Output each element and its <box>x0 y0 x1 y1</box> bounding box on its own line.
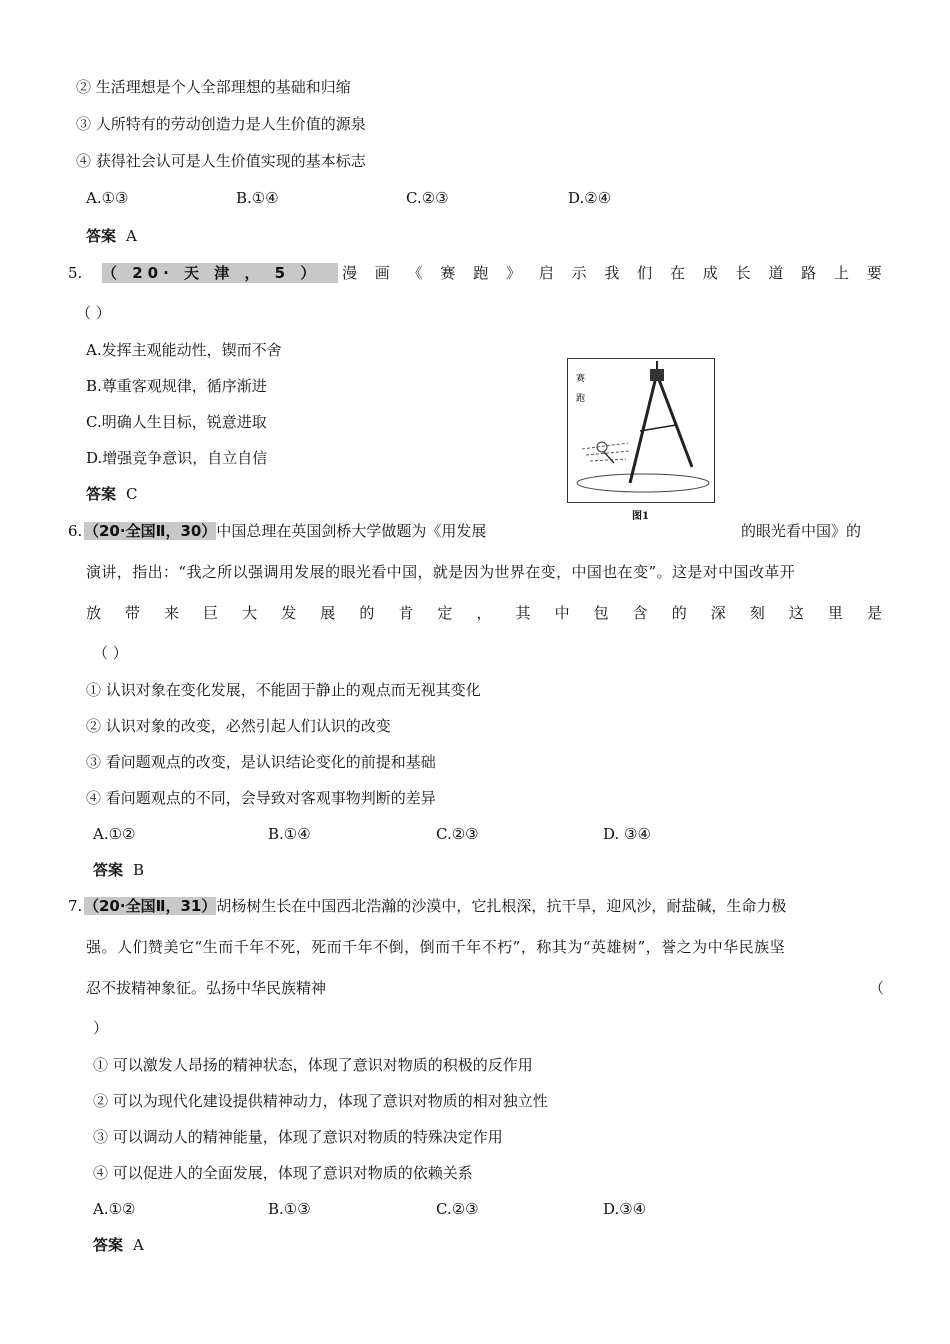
q7-option-d: D.③④ <box>603 1200 647 1218</box>
q5-option-b: B.尊重客观规律，循序渐进 <box>86 377 267 395</box>
q6-line2: 演讲，指出：“我之所以强调用发展的眼光看中国，就是因为世界在变，中国也在变”。这是对中国改革开 <box>86 563 796 581</box>
q7-line1: 胡杨树生长在中国西北浩瀚的沙漠中，它扎根深，抗干旱，迎风沙，耐盐碱，生命力极 <box>216 897 787 915</box>
figure-title-char-1: 赛 <box>576 374 586 384</box>
q7-first-line <box>84 896 786 916</box>
q6-line3-char: 含 <box>632 604 648 622</box>
q6-line3-char: 深 <box>710 604 726 622</box>
q5-stem-char: 赛 <box>440 264 456 282</box>
q6-line3-char: 的 <box>359 604 375 622</box>
figure-caption: 图1 <box>632 511 649 522</box>
q5-stem-char: 我 <box>604 264 620 282</box>
q6-line3-char: 发 <box>281 604 297 622</box>
q7-number: 7. <box>68 897 83 915</box>
q5-number: 5. <box>68 264 83 282</box>
q6-line3-char: 里 <box>827 604 843 622</box>
q5-stem-char: 上 <box>833 264 849 282</box>
q6-line3-char: 肯 <box>398 604 414 622</box>
q7-option-c: C.②③ <box>436 1200 479 1218</box>
q7-answer-value: A <box>133 1236 144 1254</box>
q6-line3-char: 是 <box>866 604 882 622</box>
q5-stem-char: 》 <box>505 264 521 282</box>
q5-option-a: A.发挥主观能动性，锲而不舍 <box>86 341 282 359</box>
q7-paren-open: （ <box>869 979 885 997</box>
q6-first-line <box>84 521 486 541</box>
q6-statement-2: ② 认识对象的改变，必然引起人们认识的改变 <box>86 717 391 735</box>
q6-line3-char: 放 <box>86 604 102 622</box>
q7-paren-close: ） <box>93 1019 109 1037</box>
q4-statement-3: ③ 人所特有的劳动创造力是人生价值的源泉 <box>76 115 366 133</box>
q6-line3-char: ， <box>476 604 492 622</box>
q6-answer-label: 答案 <box>93 861 124 879</box>
q6-line3-char: 带 <box>125 604 141 622</box>
q5-option-d: D.增强竞争意识，自立自信 <box>86 449 268 467</box>
compass-leg-right <box>658 377 692 467</box>
q4-answer-value: A <box>126 227 137 245</box>
q6-line3-char: 来 <box>164 604 180 622</box>
q7-option-a: A.①② <box>93 1200 136 1218</box>
q4-option-d: D.②④ <box>568 189 612 207</box>
compass-drawing <box>568 359 714 502</box>
q6-option-b: B.①④ <box>268 825 311 843</box>
q6-line3-char: 定 <box>437 604 453 622</box>
q5-stem-char: 启 <box>538 264 554 282</box>
q5-answer <box>86 484 138 504</box>
q6-statement-3: ③ 看问题观点的改变，是认识结论变化的前提和基础 <box>86 753 436 771</box>
q5-stem-char: 《 <box>407 264 423 282</box>
q5-option-c: C.明确人生目标，锐意进取 <box>86 413 267 431</box>
q6-line3-char: 这 <box>788 604 804 622</box>
q6-line3-char: 大 <box>242 604 258 622</box>
race-cartoon-figure <box>567 358 715 503</box>
q6-answer <box>93 860 144 880</box>
q4-answer-label: 答案 <box>86 227 117 245</box>
compass-head <box>650 369 664 381</box>
q5-source-tag: （ 20· 天 津 ， 5 ） <box>102 263 338 283</box>
figure-title-char-2: 跑 <box>576 394 586 404</box>
q4-answer <box>86 226 137 246</box>
q7-statement-3: ③ 可以调动人的精神能量，体现了意识对物质的特殊决定作用 <box>93 1128 503 1146</box>
q6-source-tag: （20·全国Ⅱ，30） <box>84 522 217 540</box>
q7-statement-2: ② 可以为现代化建设提供精神动力，体现了意识对物质的相对独立性 <box>93 1092 548 1110</box>
q6-answer-value: B <box>133 861 145 879</box>
q6-statement-4: ④ 看问题观点的不同，会导致对客观事物判断的差异 <box>86 789 436 807</box>
q6-line3-char: 巨 <box>203 604 219 622</box>
q5-stem-char: 在 <box>669 264 685 282</box>
q6-line3-char: 展 <box>320 604 336 622</box>
q5-answer-label: 答案 <box>86 485 117 503</box>
q6-option-c: C.②③ <box>436 825 479 843</box>
q7-line2: 强。人们赞美它“生而千年不死，死而千年不倒，倒而千年不朽”，称其为“英雄树”，誉之为中华民族坚 <box>86 938 786 956</box>
race-track-ellipse <box>577 474 709 492</box>
q6-option-d: D. ③④ <box>603 825 651 843</box>
q7-answer-label: 答案 <box>93 1236 124 1254</box>
q6-statement-1: ① 认识对象在变化发展，不能固于静止的观点而无视其变化 <box>86 681 481 699</box>
q6-line3-char: 刻 <box>749 604 765 622</box>
q6-stem-part2: 的眼光看中国》的 <box>741 522 862 540</box>
q5-paren: （ ） <box>76 304 111 322</box>
speed-line-2 <box>586 451 630 455</box>
q6-number: 6. <box>68 522 83 540</box>
q5-stem-char: 漫 <box>342 264 358 282</box>
q7-statement-1: ① 可以激发人昂扬的精神状态，体现了意识对物质的积极的反作用 <box>93 1056 533 1074</box>
q7-option-b: B.①③ <box>268 1200 311 1218</box>
q6-line3-char: 的 <box>671 604 687 622</box>
q5-stem-char: 画 <box>374 264 390 282</box>
q5-stem-char: 跑 <box>473 264 489 282</box>
q5-stem-char: 示 <box>571 264 587 282</box>
q5-stem-char: 道 <box>768 264 784 282</box>
q5-stem-char: 成 <box>702 264 718 282</box>
q7-line3: 忍不拔精神象征。弘扬中华民族精神 <box>86 979 327 997</box>
q5-stem <box>342 263 882 283</box>
q4-option-a: A.①③ <box>86 189 129 207</box>
runner-body <box>604 452 614 463</box>
q7-statement-4: ④ 可以促进人的全面发展，体现了意识对物质的依赖关系 <box>93 1164 473 1182</box>
q7-answer <box>93 1235 144 1255</box>
q4-statement-2: ② 生活理想是个人全部理想的基础和归缩 <box>76 78 351 96</box>
q6-line3 <box>86 603 882 623</box>
q4-statement-4: ④ 获得社会认可是人生价值实现的基本标志 <box>76 152 366 170</box>
q5-stem-char: 路 <box>801 264 817 282</box>
speed-line-1 <box>582 443 628 449</box>
speed-line-3 <box>590 459 626 461</box>
q5-source <box>102 263 338 283</box>
q5-stem-char: 长 <box>735 264 751 282</box>
q4-option-c: C.②③ <box>406 189 449 207</box>
q6-stem-part1: 中国总理在英国剑桥大学做题为《用发展 <box>216 522 487 540</box>
q6-line3-char: 其 <box>515 604 531 622</box>
q5-stem-char: 要 <box>866 264 882 282</box>
q6-line3-char: 包 <box>593 604 609 622</box>
q6-option-a: A.①② <box>93 825 136 843</box>
q4-option-b: B.①④ <box>236 189 279 207</box>
q6-paren: （ ） <box>93 644 128 662</box>
q6-line3-char: 中 <box>554 604 570 622</box>
q5-answer-value: C <box>126 485 138 503</box>
q5-stem-char: 们 <box>637 264 653 282</box>
q7-source-tag: （20·全国Ⅱ，31） <box>84 897 217 915</box>
